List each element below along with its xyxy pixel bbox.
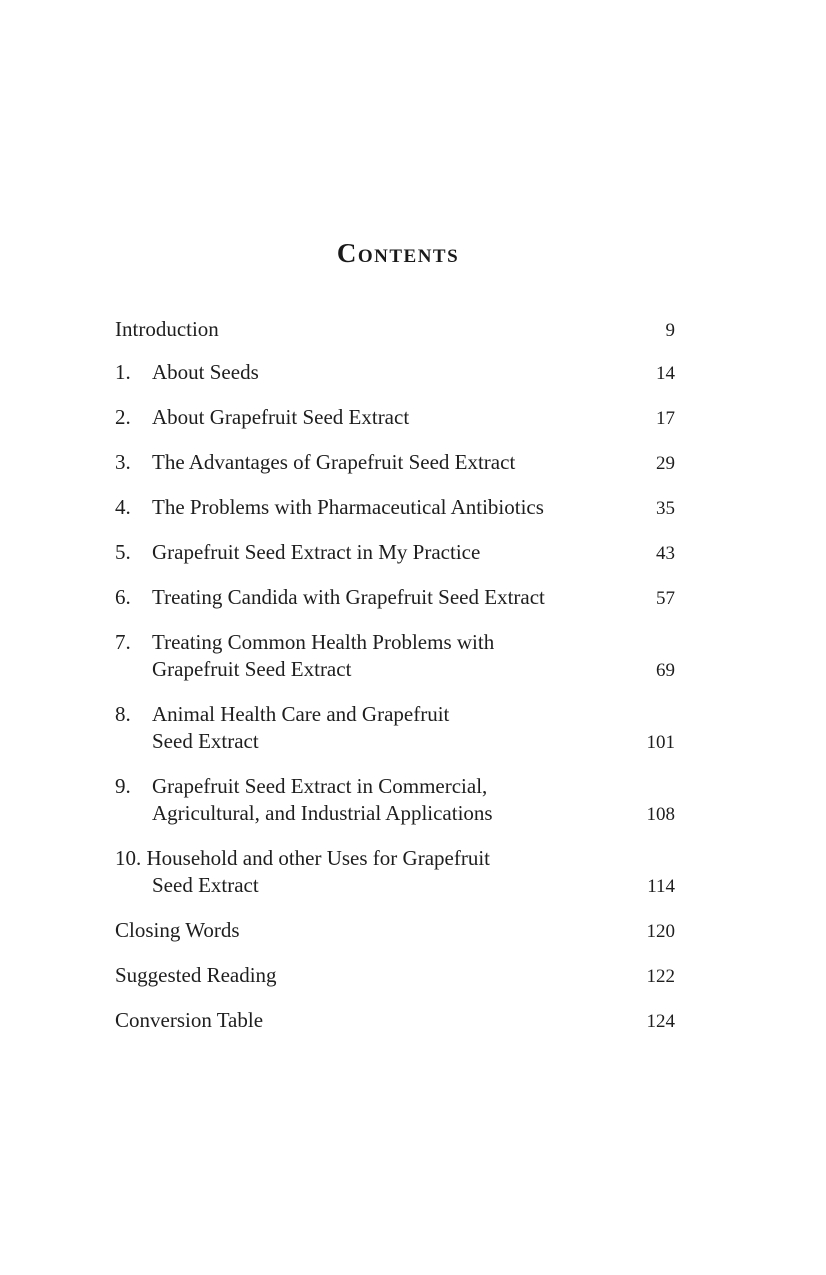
toc-entry-chapter-2[interactable] xyxy=(115,404,675,431)
table-of-contents xyxy=(115,316,675,1052)
toc-entry-page: 17 xyxy=(656,408,675,429)
toc-entry-title: Grapefruit Seed Extract in My Practice xyxy=(152,540,481,564)
toc-entry-title-line-1: Treating Common Health Problems with xyxy=(152,630,495,654)
page-title: Contents xyxy=(336,238,460,268)
toc-entry-page: 43 xyxy=(656,543,675,564)
toc-entry-title: Introduction xyxy=(115,317,219,341)
toc-entry-title-line-1: Animal Health Care and Grapefruit xyxy=(152,702,450,726)
toc-entry-number: 10. xyxy=(115,846,142,870)
toc-entry-page: 9 xyxy=(665,320,675,341)
toc-entry-suggested-reading[interactable] xyxy=(115,962,675,989)
toc-entry-title-line-2: Agricultural, and Industrial Applications xyxy=(152,801,493,825)
toc-entry-number: 3. xyxy=(115,450,131,474)
toc-entry-closing-words[interactable] xyxy=(115,917,675,944)
toc-entry-title: Conversion Table xyxy=(115,1008,264,1032)
toc-entry-number: 6. xyxy=(115,585,131,609)
toc-entry-number: 7. xyxy=(115,630,131,654)
toc-entry-page: 57 xyxy=(656,588,675,609)
toc-entry-introduction[interactable] xyxy=(115,316,675,343)
toc-entry-page: 124 xyxy=(646,1011,675,1032)
toc-entry-chapter-7[interactable] xyxy=(115,629,675,683)
toc-entry-title: Treating Candida with Grapefruit Seed Extract xyxy=(152,585,545,609)
toc-entry-page: 122 xyxy=(646,966,675,987)
toc-entry-chapter-10[interactable] xyxy=(115,845,675,899)
toc-entry-number: 2. xyxy=(115,405,131,429)
toc-entry-chapter-6[interactable] xyxy=(115,584,675,611)
toc-entry-page: 29 xyxy=(656,453,675,474)
toc-entry-page: 14 xyxy=(656,363,675,384)
toc-entry-chapter-4[interactable] xyxy=(115,494,675,521)
toc-entry-chapter-3[interactable] xyxy=(115,449,675,476)
toc-entry-chapter-9[interactable] xyxy=(115,773,675,827)
toc-entry-page: 35 xyxy=(656,498,675,519)
toc-entry-page: 69 xyxy=(656,660,675,681)
toc-entry-page: 108 xyxy=(646,804,675,825)
toc-entry-title: About Seeds xyxy=(152,360,259,384)
toc-entry-chapter-8[interactable] xyxy=(115,701,675,755)
toc-entry-title: Suggested Reading xyxy=(115,963,277,987)
toc-entry-number: 9. xyxy=(115,774,131,798)
toc-entry-number: 8. xyxy=(115,702,131,726)
toc-entry-page: 114 xyxy=(647,876,675,897)
toc-entry-page: 101 xyxy=(646,732,675,753)
toc-entry-number: 5. xyxy=(115,540,131,564)
toc-entry-title-line-1: Grapefruit Seed Extract in Commercial, xyxy=(152,774,488,798)
toc-entry-chapter-1[interactable] xyxy=(115,359,675,386)
toc-entry-title-line-2: Seed Extract xyxy=(152,729,259,753)
toc-entry-title-line-1: Household and other Uses for Grapefruit xyxy=(146,846,490,870)
toc-entry-number: 1. xyxy=(115,360,131,384)
toc-entry-number: 4. xyxy=(115,495,131,519)
toc-entry-title: The Advantages of Grapefruit Seed Extract xyxy=(152,450,516,474)
toc-entry-chapter-5[interactable] xyxy=(115,539,675,566)
toc-entry-conversion-table[interactable] xyxy=(115,1007,675,1034)
toc-entry-title-line-2: Seed Extract xyxy=(152,873,259,897)
toc-entry-title-line-2: Grapefruit Seed Extract xyxy=(152,657,352,681)
toc-entry-page: 120 xyxy=(646,921,675,942)
toc-entry-title: Closing Words xyxy=(115,918,240,942)
toc-entry-title: About Grapefruit Seed Extract xyxy=(152,405,410,429)
toc-entry-title: The Problems with Pharmaceutical Antibiotics xyxy=(152,495,544,519)
